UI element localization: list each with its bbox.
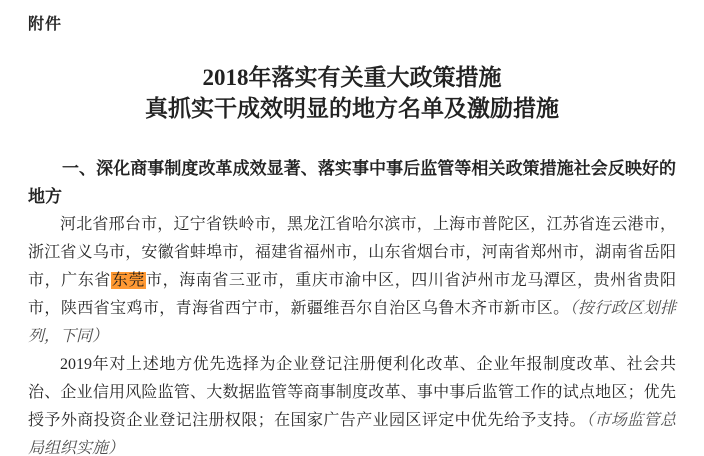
implementation-agency-note: （市场监管总局组织实施） bbox=[28, 412, 676, 456]
body-paragraph-1 bbox=[28, 211, 676, 351]
search-highlight-keyword: 东莞 bbox=[111, 272, 146, 289]
admin-division-order-note: （按行政区划排列，下同） bbox=[28, 300, 676, 345]
paragraph2-text: 2019年对上述地方优先选择为企业登记注册便利化改革、企业年报制度改革、社会共治、企业信用风险监管、大数据监管等商事制度改革、事中事后监管工作的试点地区；优先授予外商投资企业登记注册权限；在国家广告产业园区评定中优先给予支持。 bbox=[28, 356, 676, 429]
section-heading: 一、深化商事制度改革成效显著、落实事中事后监管等相关政策措施社会反映好的地方 bbox=[28, 159, 676, 206]
document-title bbox=[28, 62, 676, 124]
paragraph1-text-before-highlight: 河北省邢台市，辽宁省铁岭市，黑龙江省哈尔滨市，上海市普陀区，江苏省连云港市，浙江省义乌市，安徽省蚌埠市，福建省福州市，山东省烟台市，河南省郑州市，湖南省岳阳市，广东省 bbox=[28, 216, 676, 289]
body-paragraph-2 bbox=[28, 351, 676, 456]
attachment-label: 附件 bbox=[28, 16, 63, 33]
paragraph1-text-after-highlight: 市，海南省三亚市，重庆市渝中区，四川省泸州市龙马潭区，贵州省贵阳市，陕西省宝鸡市，青海省西宁市，新疆维吾尔自治区乌鲁木齐市新市区。 bbox=[28, 272, 676, 317]
document-title-line2: 真抓实干成效明显的地方名单及激励措施 bbox=[145, 96, 559, 121]
document-title-line1: 2018年落实有关重大政策措施 bbox=[202, 65, 502, 90]
